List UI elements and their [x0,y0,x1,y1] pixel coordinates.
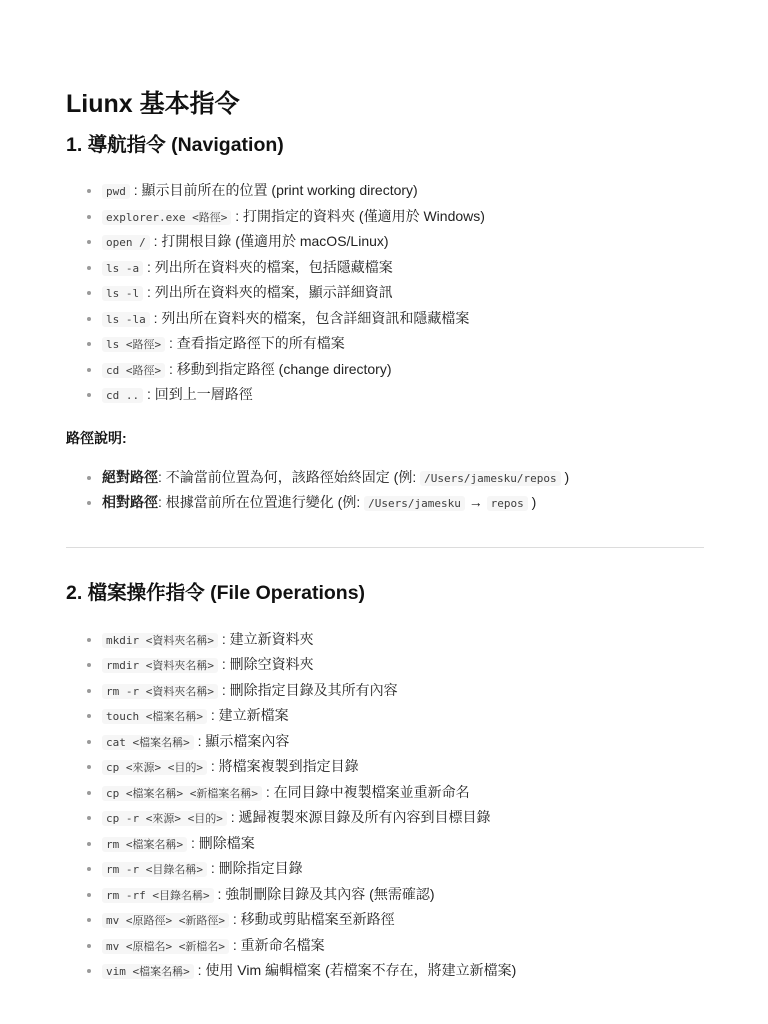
command-description: : 使用 Vim 編輯檔案 (若檔案不存在，將建立新檔案) [197,962,517,978]
command-description: : 回到上一層路徑 [147,386,253,402]
list-item [66,382,704,408]
command-code: rmdir <資料夾名稱> [102,658,218,673]
term-description: : 根據當前所在位置進行變化 (例: [158,494,365,510]
list-item [66,703,704,729]
command-code: rm -r <資料夾名稱> [102,684,218,699]
command-description: : 刪除指定目錄及其所有內容 [221,681,398,698]
command-code: cd .. [102,388,143,403]
list-item [66,831,704,857]
command-code: mkdir <資料夾名稱> [102,633,218,648]
command-description: : 強制刪除目錄及其內容 (無需確認) [217,885,435,902]
list-item [66,729,704,755]
example-path-code: repos [487,496,528,511]
closing-paren: ) [564,468,570,485]
arrow-icon: → [468,494,483,510]
command-code: ls -la [102,312,150,327]
file-operation-command-list [66,627,704,984]
command-description: : 顯示目前所在的位置 (print working directory) [133,182,418,198]
term: 相對路徑 [102,494,158,510]
command-description: : 查看指定路徑下的所有檔案 [169,335,345,351]
command-description: : 顯示檔案內容 [197,732,290,749]
list-item [66,856,704,882]
command-code: cd <路徑> [102,363,165,378]
command-description: : 在同目錄中複製檔案並重新命名 [265,783,470,800]
command-description: : 建立新資料夾 [221,630,314,647]
command-description: : 打開根目錄 (僅適用於 macOS/Linux) [153,233,389,249]
list-item [66,229,704,255]
command-code: cp -r <來源> <目的> [102,811,227,826]
term: 絕對路徑 [102,468,158,485]
list-item-relative-path [66,490,704,516]
section-divider [66,547,704,548]
command-code: vim <檔案名稱> [102,964,194,979]
command-code: rm -r <目錄名稱> [102,862,207,877]
command-description: : 移動到指定路徑 (change directory) [169,360,392,377]
list-item [66,933,704,959]
list-item [66,178,704,204]
command-code: cat <檔案名稱> [102,735,194,750]
command-description: : 列出所在資料夾的檔案，包含詳細資訊和隱藏檔案 [153,309,470,326]
command-code: rm -rf <目錄名稱> [102,888,214,903]
command-code: mv <原檔名> <新檔名> [102,939,229,954]
command-description: : 建立新檔案 [210,707,289,723]
page-title: Liunx 基本指令 [66,90,240,118]
example-path-code: /Users/jamesku [364,496,465,511]
list-item [66,958,704,984]
closing-paren: ) [531,494,537,510]
command-code: cp <來源> <目的> [102,760,207,775]
command-code: pwd [102,184,130,199]
command-code: ls <路徑> [102,337,165,352]
command-code: ls -l [102,286,143,301]
command-description: : 刪除空資料夾 [221,656,314,672]
list-item [66,255,704,281]
command-description: : 打開指定的資料夾 (僅適用於 Windows) [235,207,485,224]
list-item [66,357,704,383]
command-description: : 遞歸複製來源目錄及所有內容到目標目錄 [230,809,491,825]
list-item [66,678,704,704]
command-code: cp <檔案名稱> <新檔案名稱> [102,786,262,801]
list-item [66,780,704,806]
command-code: rm <檔案名稱> [102,837,187,852]
command-description: : 重新命名檔案 [232,936,325,953]
list-item [66,306,704,332]
list-item-absolute-path [66,465,704,491]
navigation-command-list [66,178,704,408]
section-title-file-operations: 2. 檔案操作指令 (File Operations) [66,581,366,604]
path-explanation-heading: 路徑說明: [66,429,127,446]
command-description: : 移動或剪貼檔案至新路徑 [232,911,395,927]
command-code: mv <原路徑> <新路徑> [102,913,229,928]
command-description: : 列出所在資料夾的檔案，顯示詳細資訊 [147,284,393,300]
list-item [66,204,704,230]
path-explanation-list [66,465,704,516]
command-code: open / [102,235,150,250]
list-item [66,627,704,653]
list-item [66,331,704,357]
list-item [66,907,704,933]
list-item [66,882,704,908]
list-item [66,805,704,831]
command-code: explorer.exe <路徑> [102,210,231,225]
example-path-code: /Users/jamesku/repos [420,471,560,486]
list-item [66,652,704,678]
command-description: : 刪除檔案 [191,834,255,851]
section-title-navigation: 1. 導航指令 (Navigation) [66,134,284,156]
command-description: : 刪除指定目錄 [210,860,303,876]
command-description: : 將檔案複製到指定目錄 [210,758,359,774]
command-code: ls -a [102,261,143,276]
term-description: : 不論當前位置為何，該路徑始終固定 (例: [158,468,421,485]
list-item [66,754,704,780]
command-code: touch <檔案名稱> [102,709,207,724]
list-item [66,280,704,306]
command-description: : 列出所在資料夾的檔案，包括隱藏檔案 [147,258,393,275]
